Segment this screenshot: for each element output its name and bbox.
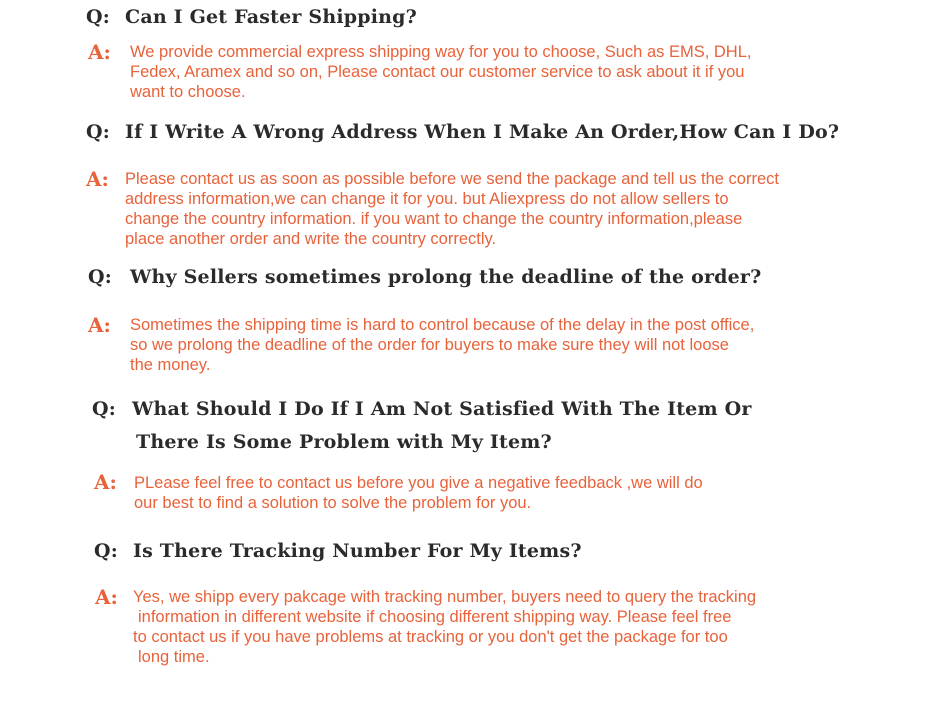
answer-text: place another order and write the country correctly. bbox=[125, 230, 497, 248]
answer-text: information in different website if choosing different shipping way. Please feel free bbox=[138, 608, 732, 626]
question-text: Can I Get Faster Shipping? bbox=[125, 6, 417, 28]
question-label: Q: bbox=[88, 266, 112, 288]
answer-label: A: bbox=[86, 167, 109, 191]
answer-text: Yes, we shipp every pakcage with tracking number, buyers need to query the tracking bbox=[133, 588, 757, 606]
answer-text: Please contact us as soon as possible before we send the package and tell us the correct bbox=[125, 170, 779, 188]
question-text: Why Sellers sometimes prolong the deadline of the order? bbox=[130, 266, 762, 288]
answer-text: so we prolong the deadline of the order for buyers to make sure they will not loose bbox=[130, 336, 729, 354]
answer-label: A: bbox=[95, 585, 118, 609]
answer-text: our best to find a solution to solve the problem for you. bbox=[134, 494, 532, 512]
question-label: Q: bbox=[86, 6, 110, 28]
question-label: Q: bbox=[86, 121, 110, 143]
answer-text: long time. bbox=[138, 648, 210, 666]
question-label: Q: bbox=[94, 540, 118, 562]
answer-text: We provide commercial express shipping way for you to choose, Such as EMS, DHL, bbox=[130, 43, 752, 61]
answer-text: to contact us if you have problems at tracking or you don't get the package for too bbox=[133, 628, 728, 646]
answer-text: Fedex, Aramex and so on, Please contact our customer service to ask about it if you bbox=[130, 63, 745, 81]
answer-text: PLease feel free to contact us before you give a negative feedback ,we will do bbox=[134, 474, 703, 492]
answer-text: address information,we can change it for you. but Aliexpress do not allow sellers to bbox=[125, 190, 729, 208]
question-text: If I Write A Wrong Address When I Make An Order,How Can I Do? bbox=[125, 121, 840, 143]
question-text: What Should I Do If I Am Not Satisfied With The Item Or bbox=[132, 398, 752, 420]
answer-text: the money. bbox=[130, 356, 211, 374]
question-text: Is There Tracking Number For My Items? bbox=[133, 540, 582, 562]
answer-text: want to choose. bbox=[130, 83, 246, 101]
answer-text: change the country information. if you want to change the country information,please bbox=[125, 210, 743, 228]
answer-label: A: bbox=[94, 470, 117, 494]
answer-text: Sometimes the shipping time is hard to control because of the delay in the post office, bbox=[130, 316, 755, 334]
answer-label: A: bbox=[88, 313, 111, 337]
question-label: Q: bbox=[92, 398, 116, 420]
question-text: There Is Some Problem with My Item? bbox=[136, 431, 552, 453]
answer-label: A: bbox=[88, 40, 111, 64]
